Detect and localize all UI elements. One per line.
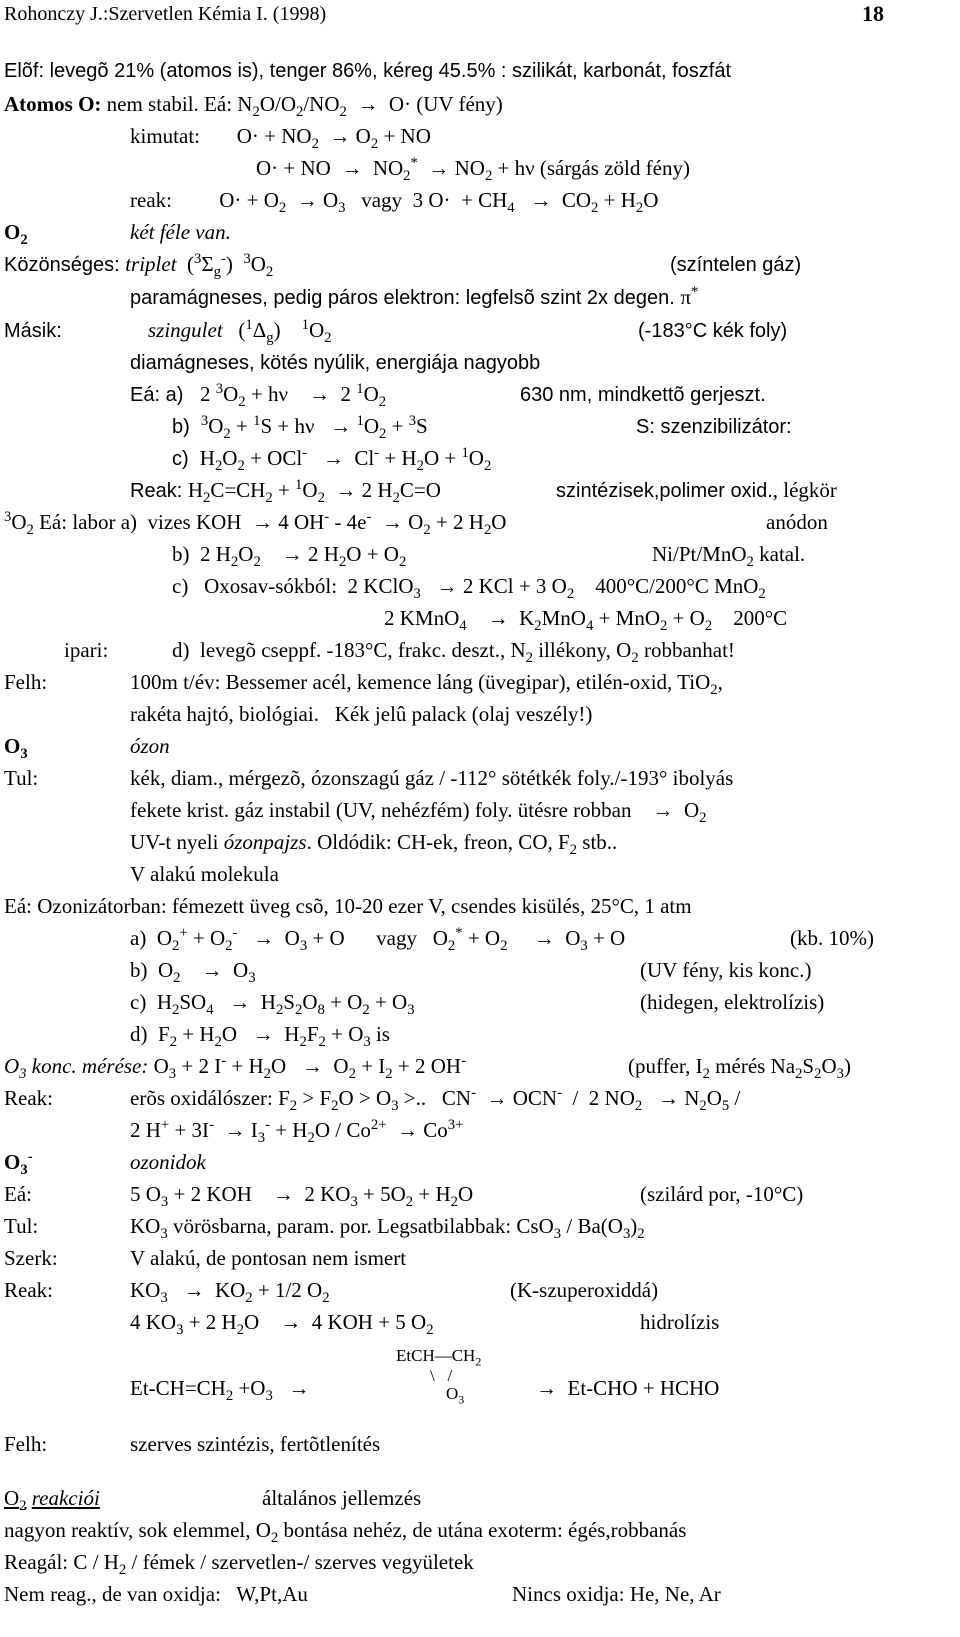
text-line: Szerk: <box>4 1246 58 1270</box>
text-line: b) $O_2$ → $O_3$ <box>130 958 256 987</box>
text-line: diamágneses, kötés nyúlik, energiája nagyobb <box>130 352 541 374</box>
text-line: (UV fény, kis konc.) <box>640 958 812 982</box>
text-line: Ni/Pt/MnO$_2$ katal. <box>652 542 806 571</box>
text-line: d) levegõ cseppf. -183°C, frakc. deszt., $N_2$ illékony, $O_2$ robbanhat! <box>172 638 735 667</box>
text-line: Reagál: C / $H_2$ / fémek / szervetlen-/ szerves vegyületek <box>4 1550 474 1579</box>
text-line: Reak: <box>4 1086 53 1110</box>
section-heading: $O_3^-$ <box>4 1149 33 1179</box>
text-line: Tul: <box>4 1214 39 1238</box>
text-line: hidrolízis <box>640 1310 720 1334</box>
text-line: Reak: <box>4 1278 53 1302</box>
text-line: 630 nm, mindkettõ gerjeszt. <box>520 384 766 406</box>
text-line: V alakú molekula <box>130 862 279 886</box>
text-line: ipari: <box>64 638 109 662</box>
text-line: 2 $H^+ + 3I^- \to I_3^- + H_2O / Co^{2+} \to Co^{3+}$ <box>130 1117 464 1147</box>
text-line: Eá: a) 2 $^3O_2 + h\nu$ → 2 $^1O_2$ <box>130 381 387 411</box>
text-line: két féle van. <box>130 220 231 244</box>
text-line: Reak: $H_2C=CH_2 + ^1O_2 \to 2$ $H_2C=O$ <box>130 477 441 507</box>
text-line: $O_3$ konc. mérése: $O_3 + 2$ $I^- + H_2O \to O_2 + I_2 + 2$ OH- <box>4 1053 466 1083</box>
text-line: (kb. 10%) <box>790 926 874 950</box>
text-line: nagyon reaktív, sok elemmel, $O_2$ bontása nehéz, de utána exoterm: égés,robbanás <box>4 1518 687 1547</box>
text-line: (-183°C kék foly) <box>638 320 788 342</box>
text-line: $Et-CH=CH_2 +O_3$ → <box>130 1376 310 1405</box>
text-line: (szilárd por, -10°C) <box>640 1182 804 1206</box>
text-line: anódon <box>766 510 828 534</box>
text-line: ozonidok <box>130 1150 206 1174</box>
text-line: Tul: <box>4 766 39 790</box>
text-line: szerves szintézis, fertõtlenítés <box>130 1432 381 1456</box>
text-line: c) $H_2O_2 + OCl^- \to Cl^- + H_2O + ^1O_2$ <box>172 445 492 475</box>
text-line: b) 2 $H_2O_2$ → 2 $H_2O + O_2$ <box>172 542 407 571</box>
section-heading: $O_2$ reakciói <box>4 1486 100 1515</box>
text-line: (színtelen gáz) <box>670 254 802 276</box>
text-line: (hidegen, elektrolízis) <box>640 990 825 1014</box>
text-line: → Et-CHO + HCHO <box>536 1376 720 1400</box>
text-line: $KO_3 \to KO_2 + 1/2$ $O_2$ <box>130 1278 330 1307</box>
text-line: Atomos O: nem stabil. Eá: $N_2O/O_2/NO_2 \to O\cdot (UV$ fény) <box>4 92 503 121</box>
text-line: $^3O_2$ Eá: labor a) vizes KOH → 4 $OH^- - 4e^- \to O_2 + 2$ $H_2O$ <box>4 509 507 539</box>
text-line: O· + NO → $NO_2^* \to NO_2 + h\nu$ (sárgás zöld fény) <box>256 155 690 185</box>
text-line: általános jellemzés <box>262 1486 422 1510</box>
text-line: paramágneses, pedig páros elektron: legfelsõ szint 2x degen. π* <box>130 284 699 309</box>
text-line: kék, diam., mérgezõ, ózonszagú gáz / -112° sötétkék foly./-193° ibolyás <box>130 766 734 790</box>
text-line: rakéta hajtó, biológiai. Kék jelû palack (olaj veszély!) <box>130 702 593 726</box>
text-line: V alakú, de pontosan nem ismert <box>130 1246 407 1270</box>
text-line: $KO_3$ vörösbarna, param. por. Legsatbilabbak: $CsO_3 / Ba(O_3)_2$ <box>130 1214 645 1243</box>
text-line: szintézisek,polimer oxid., légkör <box>556 478 837 502</box>
text-line: a) $O_2^+ + O_2^- \to O_3 + O$ vagy $O_2^* + O_2$ → $O_3 + O$ <box>130 925 626 955</box>
text-line: Közönséges: triplet $(^3\Sigma_g^-)$ $^3O_2$ <box>4 251 274 281</box>
text-line: reak: $O\cdot + O_2 \to O_3$ vagy 3 $O\cdot + CH_4 \to CO_2 + H_2O$ <box>130 188 659 217</box>
text-line: Felh: <box>4 1432 48 1456</box>
document-header-title: Rohonczy J.:Szervetlen Kémia I. (1998) <box>4 3 327 25</box>
section-heading: $O_2$ <box>4 220 28 249</box>
text-line: (K-szuperoxiddá) <box>510 1278 659 1302</box>
text-line: Nincs oxidja: He, Ne, Ar <box>512 1582 721 1606</box>
text-line: (puffer, $I_2$ mérés $Na_2S_2O_3$) <box>628 1054 851 1083</box>
text-line: 100m t/év: Bessemer acél, kemence láng (üvegipar), etilén-oxid, TiO$_2$, <box>130 670 723 699</box>
ozonide-bottom-label: $O_3$ <box>446 1384 465 1407</box>
text-line: b) $^3O_2 + ^1S + h\nu \to ^1O_2 + ^3S$ <box>172 413 428 443</box>
text-line: c) $H_2SO_4 \to H_2S_2O_8 + O_2 + O_3$ <box>130 990 415 1019</box>
text-line: 5 $O_3 + 2$ KOH → 2 $KO_3 + 5O_2 + H_2O$ <box>130 1182 474 1211</box>
text-line: Másik: <box>4 320 62 342</box>
text-line: S: szenzibilizátor: <box>636 416 792 438</box>
text-line: 2 KMnO$_4$ → $K_2MnO_4 + MnO_2 + O_2$ 200°C <box>384 606 788 635</box>
section-heading: $O_3$ <box>4 734 28 763</box>
text-line: szingulet $(^1\Delta_g)$ $^1O_2$ <box>148 317 332 347</box>
text-line: UV-t nyeli ózonpajzs. Oldódik: CH-ek, freon, CO, $F_2$ stb.. <box>130 830 618 859</box>
text-line: d) $F_2 + H_2O \to H_2F_2 + O_3$ is <box>130 1022 390 1051</box>
text-line: fekete krist. gáz instabil (UV, nehézfém) foly. ütésre robban → $O_2$ <box>130 798 707 827</box>
text-line: erõs oxidálószer: $F_2 > F_2O > O_3$ >.. CN- → OCN- / 2 $NO_2 \to N_2O_5$ / <box>130 1085 741 1115</box>
text-line: Eá: Ozonizátorban: fémezett üveg csõ, 10-20 ezer V, csendes kisülés, 25°C, 1 atm <box>4 894 692 918</box>
text-line: Elõf: levegõ 21% (atomos is), tenger 86%, kéreg 45.5% : szilikát, karbonát, foszfát <box>4 60 732 82</box>
text-line: Nem reag., de van oxidja: W,Pt,Au <box>4 1582 308 1606</box>
ozonide-bonds: \ / <box>430 1366 453 1385</box>
text-line: Eá: <box>4 1182 32 1206</box>
page-number: 18 <box>862 1 884 26</box>
text-line: c) Oxosav-sókból: 2 KClO$_3$ → 2 KCl + 3 $O_2$ 400°C/200°C MnO$_2$ <box>172 574 766 603</box>
ozonide-top-label: $EtCH—CH_2$ <box>396 1346 482 1369</box>
text-line: ózon <box>130 734 170 758</box>
text-line: 4 $KO_3 + 2$ $H_2O$ → 4 KOH + 5 $O_2$ <box>130 1310 434 1339</box>
text-line: kimutat: $O\cdot + NO_2 \to O_2$ + NO <box>130 124 431 153</box>
text-line: Felh: <box>4 670 48 694</box>
